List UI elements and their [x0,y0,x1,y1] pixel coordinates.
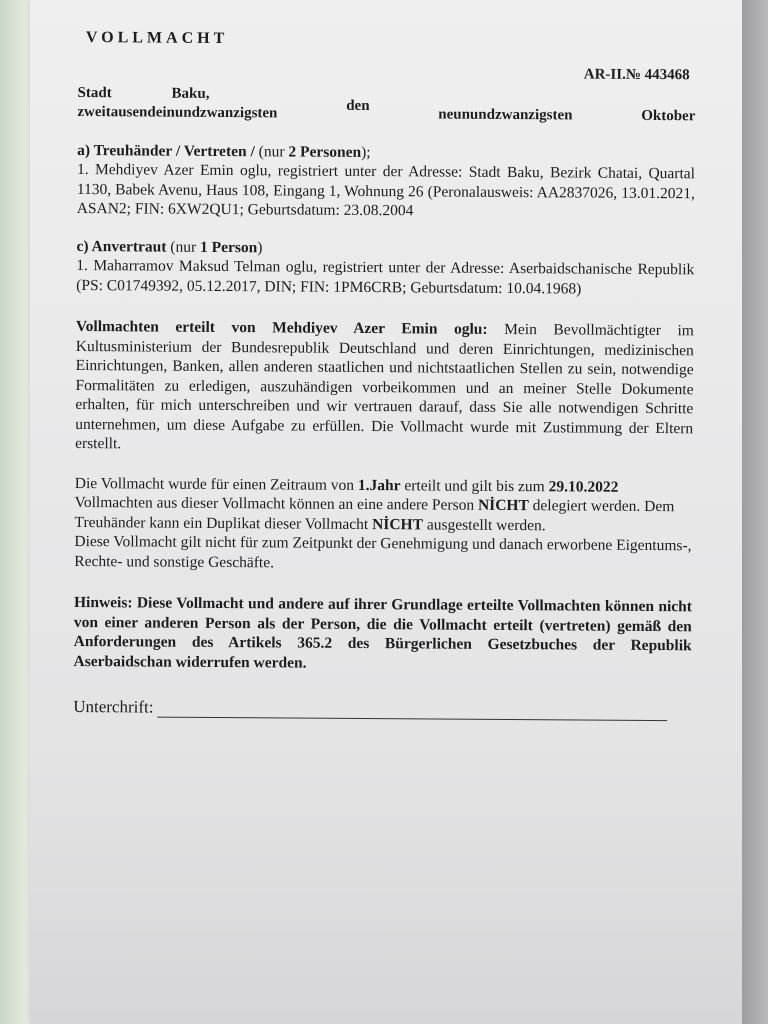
notice-paragraph: Hinweis: Diese Vollmacht und andere auf ihrer Grundlage erteilte Vollmachten können nicht von einer anderen Person als der Person, die die Vollmacht erteilt (vertreten) gemäß den Anforderungen des Artikels 365.2 des Bürgerlichen Gesetzbuches der Republik Aserbaidschan widerrufen werden. [73,593,693,672]
document-title: VOLLMACHT [85,29,229,48]
section-a-note: (nur 2 Personen); [254,142,371,161]
section-c-title: c) Anvertraut [76,237,167,256]
exclusion-paragraph: Diese Vollmacht gilt nicht für zum Zeitpunkt der Genehmigung und danach erworbene Eigentums-, Rechte- und sonstige Geschäfte. [74,532,692,571]
city-name: Baku, [171,85,210,102]
section-c-note: (nur 1 Person) [166,238,263,256]
grant-text: Mein Bevollmächtigter im Kultusministerium der Bundesrepublik Deutschland und deren Einrichtungen, medizinischen Einrichtungen, Banken, allen anderen staatlichen und nichtstaatlichen Stellen zu sein, notwendige Formalitäten zu erledigen, auszuhändigen vorbeikommen und an meiner Stelle Dokumente erhalten, für mich unterschreiben und wir vertrauen darauf, dass Sie alle notwendigen Schritte unternehmen, um diese Aufgabe zu erfüllen. Die Vollmacht wurde mit Zustimmung der Eltern erstellt. [75,320,694,453]
signature-label: Unterchrift: [73,696,154,717]
date-row [77,97,696,127]
document-body [73,28,696,721]
not-marker-2: NİCHT [372,515,424,533]
section-c-body: 1. Maharramov Maksud Telman oglu, registriert unter der Adresse: Aserbaidschanische Republik (PS: C01749392, 05.12.2017, DIN; FIN: 1PM6CRB; Geburtsdatum: 10.04.1968) [76,256,695,298]
den-word: den [346,97,370,115]
validity-paragraph: Die Vollmacht wurde für einen Zeitraum von 1.Jahr erteilt und gilt bis zum 29.10.2022 [74,474,619,496]
reference-number: AR-II.№ 443468 [583,66,690,83]
not-marker-1: NİCHT [477,496,529,515]
month-word: Oktober [641,107,696,125]
validity-period: 1.Jahr [357,476,401,494]
year-words: zweitausendeinundzwanzigsten [77,103,278,122]
day-words: neunundzwanzigsten [438,106,573,124]
grant-lead: Vollmachten erteilt von Mehdiyev Azer Emin oglu: [75,317,488,338]
city-label: Stadt [77,84,112,102]
grant-paragraph [75,317,694,458]
delegation-paragraph: Vollmachten aus dieser Vollmacht können an eine andere Person NİCHT delegiert werden. Dem Treuhänder kann ein Duplikat dieser Vollmacht NİCHT ausgestellt werden. [74,493,675,534]
section-a-body: 1. Mehdiyev Azer Emin oglu, registriert unter der Adresse: Stadt Baku, Bezirk Chatai, Quartal 1130, Babek Avenu, Haus 108, Eingang 1, Wohnung 26 (Peronalausweis: AA2837026, 13.01.2021, ASAN2; FIN: 6XW2QU1; Geburtsdatum: 23.08.2004 [76,160,696,220]
background-left [0,0,34,1024]
validity-end-date: 29.10.2022 [548,477,619,496]
background-right [742,0,768,1024]
section-a-title: a) Treuhänder / Vertreten / [77,141,255,160]
